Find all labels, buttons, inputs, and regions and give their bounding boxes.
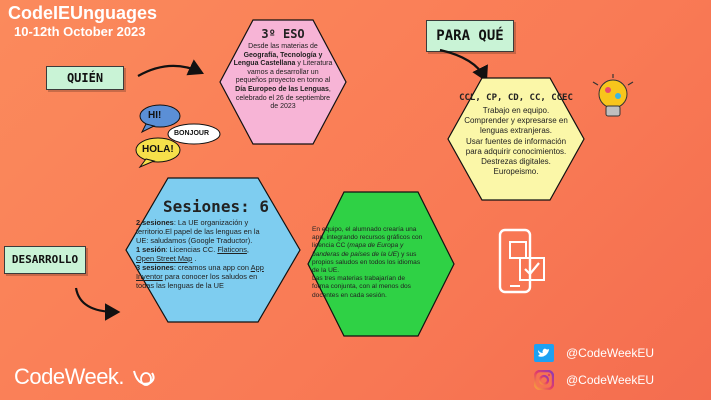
sesiones-bold: 2 sesiones [136,218,174,227]
competencias-line: Europeismo. [493,167,539,177]
openstreetmap-link[interactable]: Open Street Map [136,254,193,263]
eso-line: pequeños proyecto en torno al [235,77,331,85]
eso-line: , [328,85,331,93]
equipo-line: En equipo, el alumnado crearía una [312,226,417,233]
sesiones-text: : Licencias CC. [165,245,218,254]
competencias-hex-content [454,92,578,177]
bubble-bonjour-text: BONJOUR [174,130,210,137]
equipo-line: Las tres materias trabajarían de [312,275,406,283]
instagram-handle[interactable]: @CodeWeekEU [566,373,654,387]
eso-heading: 3º ESO [261,27,305,41]
bubble-hola-text: HOLA! [142,144,174,155]
label-quien: QUIÉN [46,66,124,90]
sesiones-text: UE: saludamos (Google Traductor). [136,236,253,245]
eso-line: celebrado el 26 de septiembre [235,94,331,102]
label-para-que: PARA QUÉ [426,20,514,52]
sesiones-text: territorio.El papel de las lenguas en la [136,227,260,236]
event-date: 10-12th October 2023 [14,24,146,39]
codeweek-mouse-icon [130,367,158,389]
equipo-line: forma conjunta, con al menos dos [312,283,411,291]
codeweek-logo [14,364,158,390]
sesiones-text: : La UE organización y [173,218,249,227]
equipo-line: app, integrando recursos gráficos con [312,234,423,242]
eso-line: vamos a desarrollar un [247,68,319,76]
sesiones-text: : creamos una app con [173,263,251,272]
twitter-handle[interactable]: @CodeWeekEU [566,346,654,360]
sesiones-text: todas las lenguas de la UE [136,281,224,290]
app-inventor-link[interactable]: Inventor [136,272,163,281]
eso-line: de 2023 [270,103,296,111]
equipo-line: de la UE. [312,267,340,275]
competencias-line: Trabajo en equipo. [482,106,550,115]
equipo-line-italic: mapa de Europa y [349,242,404,250]
sesiones-bold: 1 sesión [136,245,166,254]
phone-checklist-icon [494,228,554,300]
sesiones-bold: 3 sesiones [136,263,174,272]
twitter-icon [534,344,554,362]
competencias-line: lenguas extranjeras. [479,126,553,136]
competencias-line: Usar fuentes de información [465,136,567,146]
competencias-heading: CCL, CP, CD, CC, CCEC [459,93,573,103]
flaticons-link[interactable]: Flaticons [217,245,247,254]
lightbulb-puzzle-icon [588,72,638,122]
sesiones-text: para conocer los saludos en [162,272,258,281]
eso-line: Desde las materias de [248,43,318,50]
equipo-line: propios saludos en todos los idiomas [312,258,421,266]
competencias-line: Comprender y expresarse en [464,116,568,126]
competencias-line: para adquirir conocimientos. [465,146,567,156]
instagram-row[interactable] [534,370,654,390]
equipo-line: licencia CC ( [312,242,350,250]
equipo-line: docentes en cada sesión. [312,291,387,299]
sesiones-heading: Sesiones: 6 [163,197,269,216]
eso-hex-content [228,26,338,112]
twitter-row[interactable] [534,344,654,362]
eso-line-bold: Lengua Castellana [233,60,296,68]
codeweek-logo-text: CodeWeek. [14,364,125,389]
app-inventor-link[interactable]: App [250,263,264,272]
sesiones-hex-content [136,198,296,290]
eso-line-bold: Geografía, Tecnología y [243,51,323,59]
page-title: CodeIEUnguages [8,3,158,23]
instagram-icon [534,370,554,390]
equipo-line: ) y sus [397,250,417,258]
eso-line: y Literatura [295,60,333,68]
sesiones-text: . [192,254,197,263]
equipo-line-italic: banderas de países de la UE [312,250,398,258]
competencias-line: Destrezas digitales. [481,157,551,167]
eso-line-bold: Día Europeo de las Lenguas [235,85,329,93]
bubble-hi-text: HI! [148,110,162,121]
sesiones-text: , [246,245,249,254]
equipo-hex-content [312,226,452,300]
label-desarrollo: DESARROLLO [4,246,86,274]
